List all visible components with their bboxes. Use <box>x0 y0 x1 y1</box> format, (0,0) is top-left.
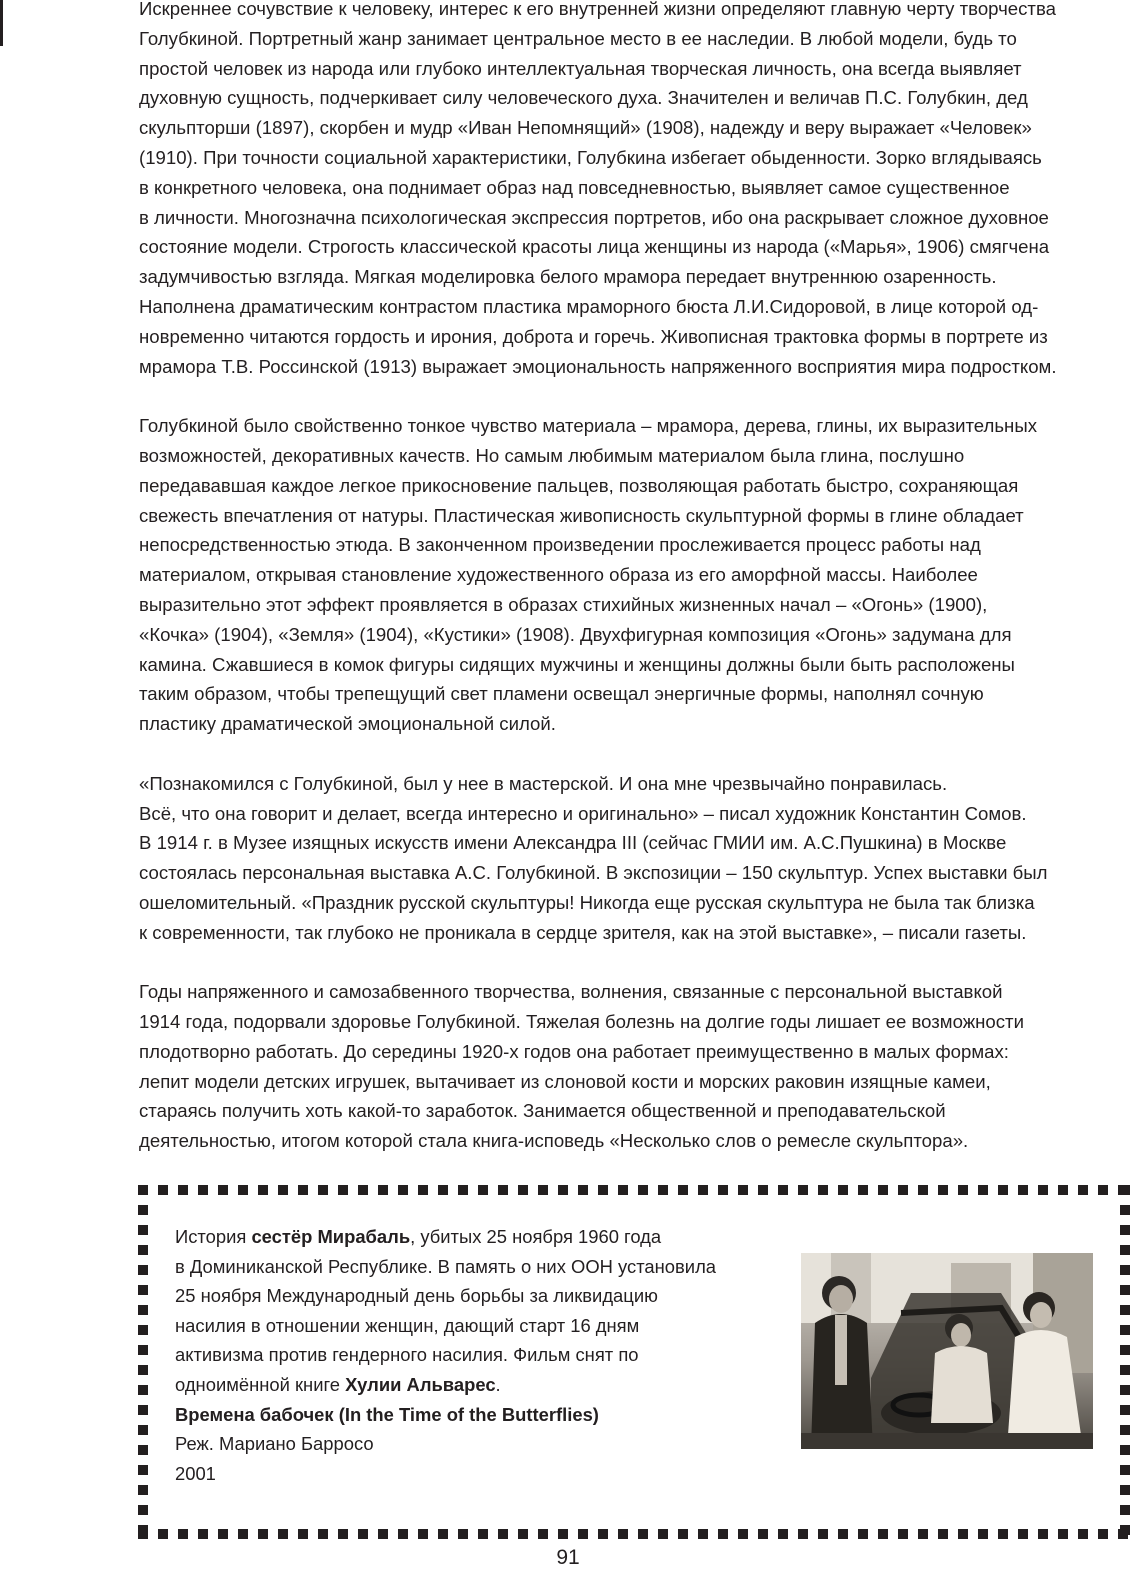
dashed-border-top <box>138 1185 1130 1195</box>
text-line: Годы напряженного и самозабвенного творчества, волнения, связанные с персональной выставкой <box>139 981 1003 1003</box>
text-line: Голубкиной. Портретный жанр занимает центральное место в ее наследии. В любой модели, будь то <box>139 27 1017 49</box>
film-intro-line <box>175 1222 795 1252</box>
book-suffix: . <box>495 1373 501 1395</box>
text-line: задумчивостью взгляда. Мягкая моделировка белого мрамора передает внутреннюю озаренность. <box>139 266 997 288</box>
text-line: передававшая каждое легкое прикосновение пальцев, позволяющая работать быстро, сохраняющая <box>139 474 1019 496</box>
text-line: В 1914 г. в Музее изящных искусств имени Александра III (сейчас ГМИИ им. А.С.Пушкина) в Москве <box>139 832 1007 854</box>
mirabal-sisters-bold: сестёр Мирабаль <box>251 1226 411 1247</box>
text-line: выразительно этот эффект проявляется в образах стихийных жизненных начал – «Огонь» (1900), <box>139 593 988 615</box>
text-line: ошеломительный. «Праздник русской скульптуры! Никогда еще русская скульптура не была так близка <box>139 891 1035 913</box>
text-line: камина. Сжавшиеся в комок фигуры сидящих мужчины и женщины должны были быть расположены <box>139 653 1015 675</box>
text-line: лепит модели детских игрушек, вытачивает из слоновой кости и морских раковин изящные камеи, <box>139 1070 991 1092</box>
text-line: Голубкиной было свойственно тонкое чувство материала – мрамора, дерева, глины, их выразительных <box>139 415 1037 437</box>
text-line: в конкретного человека, она поднимает образ над повседневностью, выявляет самое существенное <box>139 176 1010 198</box>
text-line: возможностей, декоративных качеств. Но самым любимым материалом была глина, послушно <box>139 444 965 466</box>
dashed-border-right <box>1120 1185 1130 1539</box>
text-line: материалом, открывая становление художественного образа из его аморфной массы. Наиболее <box>139 564 978 586</box>
text-line: к современности, так глубоко не проникала в сердце зрителя, как на этой выставке», – писали газеты. <box>139 921 1027 943</box>
text-line: таким образом, чтобы трепещущий свет пламени освещал энергичные формы, наполнял сочную <box>139 683 984 705</box>
film-text-line: в Доминиканской Республике. В память о них ООН установила <box>175 1255 717 1277</box>
text-line: плодотворно работать. До середины 1920-х годов она работает преимущественно в малых формах: <box>139 1040 1009 1062</box>
text-line: состояние модели. Строгость классической красоты лица женщины из народа («Марья», 1906) смягчена <box>139 236 1050 258</box>
paragraph-materials <box>139 411 1129 739</box>
intro-prefix: История <box>175 1226 252 1247</box>
film-book-line <box>175 1370 795 1400</box>
film-year: 2001 <box>175 1462 216 1484</box>
text-line: духовную сущность, подчеркивает силу человеческого духа. Значителен и величав П.С. Голубкин, дед <box>139 87 1028 109</box>
text-line: Наполнена драматическим контрастом пластика мраморного бюста Л.И.Сидоровой, в лице которой од- <box>139 295 1039 317</box>
text-line: в личности. Многозначна психологическая экспрессия портретов, ибо она раскрывает сложное духовное <box>139 206 1049 228</box>
text-line: мрамора Т.В. Россинской (1913) выражает эмоциональность напряженного восприятия мира подростком. <box>139 355 1057 377</box>
film-director: Реж. Мариано Барросо <box>175 1433 374 1455</box>
film-title: Времена бабочек (In the Time of the Butterflies) <box>175 1403 599 1425</box>
film-text-line: 25 ноября Международный день борьбы за ликвидацию <box>175 1285 658 1307</box>
text-line: новременно читаются гордость и ирония, доброта и горечь. Живописная трактовка формы в портрете из <box>139 325 1048 347</box>
text-line: скульпторши (1897), скорбен и мудр «Иван Непомнящий» (1908), надежду и веру выражает «Человек» <box>139 117 1032 139</box>
photo-illustration <box>801 1253 1093 1449</box>
book-prefix: одноимённой книге <box>175 1373 346 1395</box>
text-line: свежесть впечатления от натуры. Пластическая живописность скульптурной формы в глине обладает <box>139 504 1024 526</box>
dashed-border-left <box>138 1185 148 1539</box>
article-body <box>139 0 1129 1186</box>
paragraph-exhibition <box>139 769 1129 948</box>
text-line: простой человек из народа или глубоко интеллектуальная творческая личность, она всегда выявляет <box>139 57 1022 79</box>
paragraph-portraits <box>139 0 1129 381</box>
text-line: «Познакомился с Голубкиной, был у нее в мастерской. И она мне чрезвычайно понравилась. <box>139 772 948 794</box>
film-recommendation-box <box>138 1185 1130 1539</box>
text-line: состоялась персональная выставка А.С. Голубкиной. В экспозиции – 150 скульптур. Успех выставки был <box>139 862 1048 884</box>
text-line: непосредственностью этюда. В законченном произведении прослеживается процесс работы над <box>139 534 981 556</box>
text-line: Всё, что она говорит и делает, всегда интересно и оригинально» – писал художник Константин Сомов. <box>139 802 1027 824</box>
page-number: 91 <box>556 1546 580 1569</box>
text-line: 1914 года, подорвали здоровье Голубкиной. Тяжелая болезнь на долгие годы лишает ее возможности <box>139 1011 1024 1033</box>
text-line: деятельностью, итогом которой стала книга-исповедь «Несколько слов о ремесле скульптора». <box>139 1130 969 1152</box>
text-line: Искреннее сочувствие к человеку, интерес к его внутренней жизни определяют главную черту творчества <box>139 0 1056 19</box>
dashed-border-bottom <box>138 1529 1130 1539</box>
margin-mark <box>0 0 3 46</box>
text-line: пластику драматической эмоциональной силой. <box>139 713 556 735</box>
film-description <box>175 1222 795 1488</box>
film-text-line: насилия в отношении женщин, дающий старт 16 дням <box>175 1314 640 1336</box>
text-line: стараясь получить хоть какой-то заработок. Занимается общественной и преподавательской <box>139 1100 946 1122</box>
paragraph-later-years <box>139 977 1129 1156</box>
author-name-bold: Хулии Альварес <box>345 1373 496 1395</box>
text-line: «Кочка» (1904), «Земля» (1904), «Кустики» (1908). Двухфигурная композиция «Огонь» задумана для <box>139 623 1012 645</box>
intro-rest: , убитых 25 ноября 1960 года <box>410 1226 662 1247</box>
mirabal-sisters-photo <box>801 1253 1093 1449</box>
film-text-line: активизма против гендерного насилия. Фильм снят по <box>175 1344 639 1366</box>
text-line: (1910). При точности социальной характеристики, Голубкина избегает обыденности. Зорко вглядываясь <box>139 146 1042 168</box>
